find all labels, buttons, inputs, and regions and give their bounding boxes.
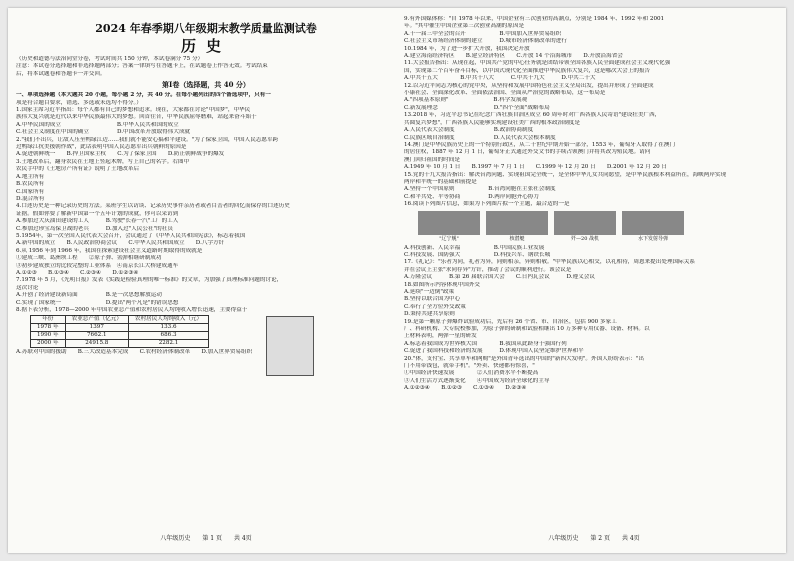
text-line: 上材料表明，两弹一星的研发 [404, 333, 477, 340]
text-line: 族伟大复兴就是近代以来中华民族最伟大的梦想。回首往昔，中华民族屈辱磨难，站起来奋斗始于 [16, 114, 257, 121]
text-line: 16.阅读下列图片信息，如果为下列图片拟一个主题，最合适的一是 [404, 201, 570, 208]
data-table [30, 315, 209, 348]
exam-subject: 历史 [180, 37, 231, 55]
text-line: 9.有外国媒体称："自 1978 年以来，中国企业有三次创业的高潮点，分别是 1984 年、1992 年和 2001 [404, 16, 665, 22]
page-two-text-cont [404, 245, 784, 393]
text-line: C.民族区域自治制度 D.人民代表大会根本制度 [404, 134, 556, 141]
text-line: ①建成三峡、葛洲坝工程 ②原子弹、氢弹相继研制成功 [16, 255, 162, 262]
text-line: A.①②③④ B.①②③ C.①③④ D.②③④ [404, 385, 527, 392]
text-line: 后，将本试题卷和答题卡一并交回。 [16, 70, 106, 77]
text-line: A.建立海南经济特区 B.建立经济特区 C.开放 14 个沿海城市 D.开放沿海省会 [404, 53, 623, 60]
text-line: C.和平共处、平等协商 D.两岸同胞齐心协力 [404, 193, 539, 200]
text-line: 门不用带钱包，就带手机"。"外卖、快递都有惊喜，" [404, 363, 535, 370]
photo [486, 211, 548, 242]
text-line: 的居住权，1887 年 12 月 1 日，葡萄牙正式通过外交文书的手续占领澳门并将其改为殖民地。请问 [404, 149, 651, 156]
text-line: 6.从 1956 年到 1966 年，我国在探索建设社会主义道路时期取得的成就是 [16, 247, 203, 254]
page-one-text [16, 56, 396, 314]
text-line: 15.党的十九大报告指出：解决台湾问题、实现祖国完全统一，是全体中华儿女共同愿望，是中华民族根本利益所在，海峡两岸实现 [404, 171, 727, 178]
text-line: 3.土地改革后，翻身农民在土地上竖起木牌，写上自己的名字。右图中 [16, 158, 190, 165]
text-line: 小康社会、全面深化改革、全面依法治国、全面从严治党的战略布局，这一布局是 [404, 90, 606, 97]
photo-caption: 水下发射导弹 [637, 235, 668, 242]
page-footer-left: 八年级历史 第 1 页 共 4页 [160, 535, 252, 542]
text-line: 19.是第一颗原子弹爆炸试验成功后，先后有 26 个省、市、自治区，包括 900 多家工 [404, 318, 617, 325]
text-line: 12.以习近平同志为核心的党中央，从坚持和发展中国特色社会主义全局出发，提出并形成了全面建成 [404, 82, 654, 89]
text-line: 厂、科研机构、大专院校参加，为原子弹的研制和试验相继出 10 万多种专用仪器、设备、材料。以 [404, 326, 650, 333]
text-line: A.中共十五大 B.中共十八大 C.中共十九大 D.中共二十大 [404, 75, 596, 82]
photo [554, 211, 616, 242]
text-line: 13.2018 年，习近平总书记在纪念广西壮族自治区成立 60 周年时对广西各族人民寄语"建设壮美广西， [404, 112, 661, 119]
exam-sheet [8, 8, 786, 553]
text-line: A.新中国的成立 B.人民政治协商会议 C.中华人民共和国成立 D.八字方针 [16, 240, 225, 247]
table-cell: 2282.1 [128, 340, 208, 348]
text-line: 农民手中的《土地房产所有证》说明了土地改革后 [16, 166, 140, 173]
text-line: D.秉持共建共享原则 [404, 311, 455, 318]
text-line: C.科技发展、国防强大 D.科技兴军、钢铁长城 [404, 251, 551, 258]
text-line: A.中华民国的成立 B.中华人民共和国的成立 [16, 121, 179, 128]
photo [418, 211, 480, 242]
text-line: 1.国家主席习近平指出：每个人都有自己的梦想和追求。现在，大家都在讨论"中国梦"，中华民 [16, 107, 251, 114]
text-line: B.坚持以联合国为中心 [404, 296, 461, 303]
exam-title: 2024 年春季期八年级期末教学质量监测试卷 [95, 22, 317, 35]
text-line: ①中国经济快速发展 ②人们消费水平不断提高 [404, 370, 539, 377]
text-line: 过鸭绿江抗美援朝作战"，此话表明中国人民志愿军出兵朝鲜的原因是 [16, 144, 187, 151]
page-two [404, 16, 784, 546]
text-line: C.新发展理念 D."四个全面"战略布局 [404, 104, 550, 111]
text-line: ③初步建成独立的比较完整的工业体系 ④南京长江大桥建成通车 [16, 262, 179, 269]
text-line: A.①②③ B.①③④ C.②③④ D.①②③④ [16, 269, 139, 276]
text-line: 国，实现第二个百年奋斗目标，以中国式现代化全面推进中华民族伟大复兴，这是哪次大会上的报告 [404, 67, 651, 74]
text-line: 项是符合题目要求，错选、多选或未选均不得分。） [16, 99, 142, 106]
text-line: C.社会主义制度在中国的确立 D.中国改革开放取得伟大成就 [16, 129, 191, 136]
text-line: A.延续"一边倒"政策 [404, 289, 455, 295]
text-line: C.促进了我国科技和经济的发展 D.体现中国人民坚定维护世界和平 [404, 348, 584, 355]
table-cell: 7662.1 [65, 332, 128, 340]
table-header-cell: 农村居民人均纯收入（元） [128, 316, 208, 324]
text-line: A.1949 年 10 月 1 日 B.1997 年 7 月 1 日 C.1999 年 12 月 20 日 D.2001 年 12 月 20 日 [404, 164, 668, 171]
text-line: A.科技创新、人民幸福 B.中国民族工业发展 [404, 244, 545, 251]
table-row [31, 340, 209, 348]
text-line: 4.口述历史是一种记录历史的方法。某班学生以访谈、记录历史事件亲历者或者目击者的回忆而保存的口述历史 [16, 203, 290, 210]
q8-options: A.苏联对中国的援助 B.三大改造基本完成 C.农村经济体制改革 D.加入世界贸易组织 [16, 349, 253, 356]
text-line: A.十一届三中全会的召开 B.中国加入世界贸易组织 [404, 30, 562, 37]
table-cell: 24915.8 [65, 340, 128, 348]
table-cell: 1990 年 [31, 332, 66, 340]
photo-caption: 歼—20 战机 [571, 235, 599, 242]
text-line: C.参加过珍宝岛保卫战的老兵 D.加入过"人民公社"的社员 [16, 225, 173, 232]
text-line: 这次讨论 [16, 284, 39, 291]
text-line: 证据。假如你要了解新中国第一个五年计划的成就，你可以采访到 [16, 210, 179, 217]
page-one [16, 16, 396, 546]
text-line: （历史和道德与法治同堂分卷，考试时间共 150 分钟，本试卷满分 75 分） [16, 56, 204, 62]
text-line: 两岸和平统一的基础和前提是 [404, 178, 477, 185]
text-line: A."四项基本原则" B.科学发展观 [404, 97, 528, 104]
text-line: C.奉行了全方位外交政策 [404, 303, 466, 310]
text-line: 11.大会报告指出：从现在起，中国共产党的中心任务就是团结带领全国各族人民全面建成社会主义现代化强 [404, 60, 671, 67]
text-line: 2."我们不出兵，让敌人压至鸭绿江边……我们就不能安心搞和平建设。"为了保家卫国，中国人民志愿军跨 [16, 136, 279, 143]
page-two-text [404, 16, 784, 209]
text-line: A.人民代表大会制度 B.政治协商制度 [404, 127, 534, 134]
table-header-cell: 农业总产值（亿元） [65, 316, 128, 324]
text-line: 并在会议上主张"求同存异"方针，推动了会议的顺利进行。该会议是 [404, 266, 572, 273]
table-cell: 686.3 [128, 332, 208, 340]
table-row [31, 332, 209, 340]
page-footer-right: 八年级历史 第 2 页 共 4页 [548, 535, 640, 542]
photo-caption: 核潜艇 [509, 235, 525, 242]
text-line: A.标志着我国成为世界核大国 B.我国从此跻身于强国行列 [404, 340, 567, 347]
text-line: C.实现了国家统一 D.提出"两个凡是"的错误思想 [16, 299, 179, 306]
text-line: 14.澳门是中华民族历史上的一个特别行政区，从二十世纪中期开始一部分，1553 年，葡萄牙人取得了在澳门 [404, 141, 676, 148]
text-line: A.促进朝鲜统一 B.捍卫国家主权 C.为了保家卫国 D.防止朝鲜战争的爆发 [16, 151, 225, 158]
text-line: 18.如图所示内容体现中国外交 [404, 281, 481, 288]
table-cell: 1978 年 [31, 324, 66, 332]
text-line: 10.1984 年，为了进一步扩大开放，我国决定开放 [404, 45, 530, 52]
text-line: 注意：本试卷分选择题和非选择题两部分；答案一律填写在答题卡上，在试题卷上作答无效。考试结束 [16, 63, 268, 70]
text-line: 5.1954年，第一次全国人民代表大会召开，会议通过了《中华人民共和国宪法》，标志着我国 [16, 232, 246, 239]
text-line: A.万隆会议 B.第 26 届联合国大会 C.日内瓦会议 D.遵义会议 [404, 274, 595, 281]
table-cell: 1397 [65, 324, 128, 332]
text-line: A.参加过大庆油田建设的工人 B.驾驶"长春一汽"工厂的工人 [16, 218, 179, 225]
photo-caption: "辽宁舰" [439, 235, 459, 242]
land-certificate-image [266, 316, 314, 376]
text-line: 8.据下表分析，1978—2000 年中国农业总产值和农村居民人均纯收入增长迅速，主要得益于 [16, 307, 248, 313]
text-line: ③人们生活方式逐渐变化 ④中国成为经济全球化的主导 [404, 377, 550, 384]
text-line: 17.《礼记》："乐者为同，礼者为异，同则相亲，异则相敬。"中华民族以心相交，以礼相待，周恩来提出处理国际关系 [404, 259, 695, 266]
image-row [418, 211, 784, 242]
text-line: 一、单项选择题（本大题共 20 小题，每小题 2 分，共 40 分。在每小题列出的四个备选项中，只有一 [16, 92, 271, 99]
text-line: 共圆复兴梦想"，广西各族人民能够实现建设壮美广西的根本政治制度是 [404, 119, 580, 126]
table-cell: 133.6 [128, 324, 208, 332]
text-line: 第Ⅰ卷（选择题，共 40 分） [162, 80, 250, 90]
text-line: A.坚持一个中国原则 B.台湾同胞在主张社会制度 [404, 186, 556, 193]
text-line: C.社会主义市场经济体制的建立 D.城市经济体制改革的进行 [404, 38, 567, 45]
table-header-cell: 年份 [31, 316, 66, 324]
text-line: A.地主所有 [16, 173, 45, 180]
text-line: 年。"其中催生中国企业第三次创业高潮的原因是 [404, 23, 525, 30]
text-line: 澳门回归祖国的时间是 [404, 156, 460, 163]
table-row [31, 324, 209, 332]
text-line: B.农民所有 [16, 181, 45, 188]
text-line: 20."体，支付宝、共享单车和网购"是外国青年选出的中国的"新四大发明"。外国人纷纷表示："出 [404, 355, 644, 362]
photo [622, 211, 684, 242]
text-line: A.开创了经济建设新局面 B.是一次思想解放运动 [16, 292, 162, 299]
text-line: C.国家所有 [16, 188, 45, 195]
text-line: D.混合所有 [16, 195, 45, 202]
table-cell: 2000 年 [31, 340, 66, 348]
text-line: 7.1978 年 5 月，《光明日报》发表《实践是检验真理的唯一标准》的文章，为加强了真理标准问题的讨论， [16, 277, 283, 284]
